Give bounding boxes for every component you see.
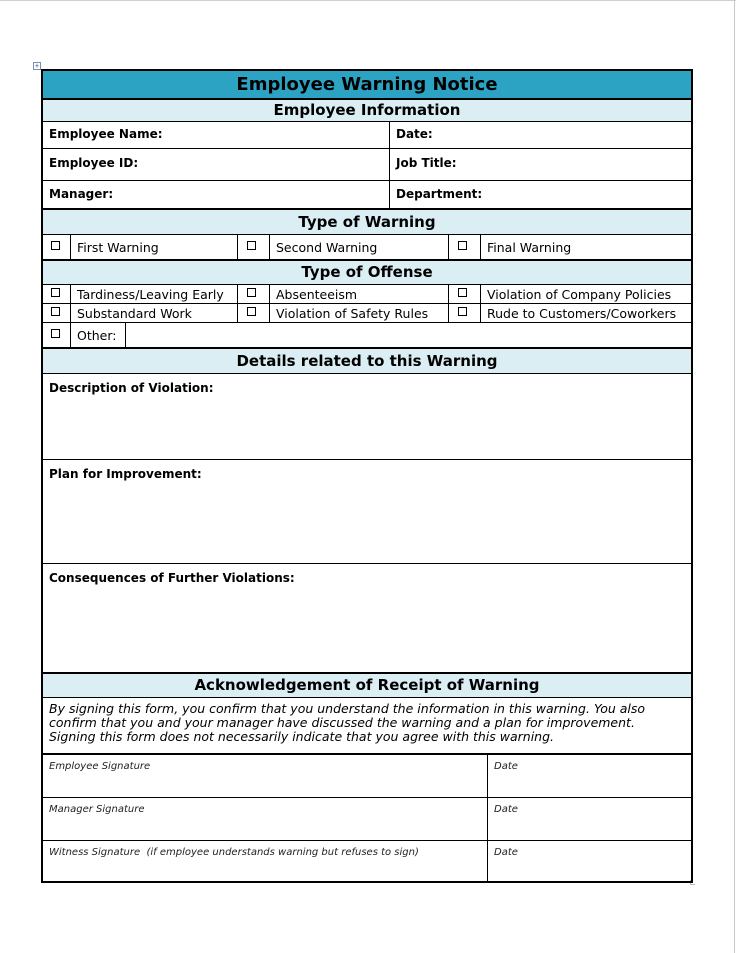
manager-signature-label: Manager Signature — [49, 804, 145, 815]
rude-checkbox-cell — [449, 304, 481, 322]
offense-row-2 — [43, 304, 691, 323]
manager-field[interactable] — [43, 181, 390, 208]
employee-id-row — [43, 149, 691, 181]
checkbox-icon[interactable] — [51, 241, 60, 250]
consequences-field[interactable] — [43, 564, 691, 674]
other-option — [71, 323, 126, 347]
warning-type-row — [43, 235, 691, 261]
employee-info-heading: Employee Information — [273, 101, 461, 119]
offense-other-row — [43, 323, 691, 349]
rude-option — [481, 304, 691, 322]
employee-id-field[interactable] — [43, 149, 390, 180]
employee-signature-date-label: Date — [494, 761, 518, 772]
employee-name-row — [43, 122, 691, 149]
other-label: Other: — [77, 328, 117, 343]
acknowledgement-heading: Acknowledgement of Receipt of Warning — [194, 676, 540, 694]
checkbox-icon[interactable] — [458, 288, 467, 297]
department-field[interactable] — [390, 181, 691, 208]
warning-type-heading-bar — [43, 210, 691, 235]
policy-violation-option — [481, 285, 691, 303]
consequences-label: Consequences of Further Violations: — [49, 571, 295, 585]
other-checkbox-cell — [43, 323, 71, 347]
employee-signature-label: Employee Signature — [49, 761, 151, 772]
manager-row — [43, 181, 691, 210]
tardiness-option — [71, 285, 238, 303]
page-edge — [0, 0, 736, 1]
manager-label: Manager: — [49, 187, 114, 201]
witness-signature-row — [43, 841, 691, 881]
substandard-option — [71, 304, 238, 322]
offense-type-heading: Type of Offense — [301, 263, 433, 281]
employee-signature-field[interactable] — [43, 755, 488, 797]
checkbox-icon[interactable] — [458, 241, 467, 250]
manager-signature-date-field[interactable] — [488, 798, 691, 840]
policy-violation-checkbox-cell — [449, 285, 481, 303]
acknowledgement-statement-row — [43, 698, 691, 755]
other-input[interactable] — [126, 323, 691, 347]
date-label: Date: — [396, 127, 433, 141]
form-title: Employee Warning Notice — [236, 74, 498, 95]
offense-row-1 — [43, 285, 691, 304]
offense-type-heading-bar — [43, 261, 691, 285]
safety-violation-label: Violation of Safety Rules — [276, 306, 429, 321]
description-field[interactable] — [43, 374, 691, 460]
policy-violation-label: Violation of Company Policies — [487, 287, 672, 302]
tardiness-checkbox-cell — [43, 285, 71, 303]
final-warning-option — [481, 235, 691, 259]
job-title-field[interactable] — [390, 149, 691, 180]
manager-signature-field[interactable] — [43, 798, 488, 840]
checkbox-icon[interactable] — [247, 241, 256, 250]
witness-signature-date-field[interactable] — [488, 841, 691, 881]
job-title-label: Job Title: — [396, 156, 457, 170]
details-heading: Details related to this Warning — [236, 352, 498, 370]
table-move-handle-icon[interactable]: + — [34, 62, 40, 70]
description-label: Description of Violation: — [49, 381, 214, 395]
employee-id-label: Employee ID: — [49, 156, 139, 170]
warning-notice-form — [41, 69, 693, 883]
employee-signature-date-field[interactable] — [488, 755, 691, 797]
safety-violation-option — [270, 304, 449, 322]
manager-signature-date-label: Date — [494, 804, 518, 815]
checkbox-icon[interactable] — [247, 307, 256, 316]
acknowledgement-heading-bar — [43, 674, 691, 698]
tardiness-label: Tardiness/Leaving Early — [77, 287, 224, 302]
witness-signature-label: Witness Signature (if employee understands warning but refuses to sign) — [49, 847, 419, 858]
date-field[interactable] — [390, 122, 691, 148]
safety-violation-checkbox-cell — [238, 304, 270, 322]
rude-label: Rude to Customers/Coworkers — [487, 306, 677, 321]
second-warning-checkbox-cell — [238, 235, 270, 259]
form-title-bar — [43, 71, 691, 100]
final-warning-label: Final Warning — [487, 240, 572, 255]
checkbox-icon[interactable] — [458, 307, 467, 316]
employee-signature-row — [43, 755, 691, 798]
employee-info-heading-bar — [43, 100, 691, 122]
manager-signature-row — [43, 798, 691, 841]
plan-field[interactable] — [43, 460, 691, 564]
plan-label: Plan for Improvement: — [49, 467, 202, 481]
substandard-label: Substandard Work — [77, 306, 192, 321]
absenteeism-checkbox-cell — [238, 285, 270, 303]
absenteeism-label: Absenteeism — [276, 287, 358, 302]
final-warning-checkbox-cell — [449, 235, 481, 259]
second-warning-label: Second Warning — [276, 240, 378, 255]
warning-type-heading: Type of Warning — [298, 213, 436, 231]
witness-signature-field[interactable] — [43, 841, 488, 881]
substandard-checkbox-cell — [43, 304, 71, 322]
checkbox-icon[interactable] — [51, 288, 60, 297]
details-heading-bar — [43, 349, 691, 374]
second-warning-option — [270, 235, 449, 259]
checkbox-icon[interactable] — [51, 307, 60, 316]
page-edge — [734, 0, 735, 953]
first-warning-label: First Warning — [77, 240, 159, 255]
acknowledgement-statement: By signing this form, you confirm that you understand the information in this warning. You also confirm that you and your manager have discussed the warning and a plan for improvement. Signing this form does not necessarily indicate that you agree with this warning. — [49, 701, 646, 744]
absenteeism-option — [270, 285, 449, 303]
checkbox-icon[interactable] — [247, 288, 256, 297]
witness-signature-date-label: Date — [494, 847, 518, 858]
first-warning-checkbox-cell — [43, 235, 71, 259]
checkbox-icon[interactable] — [51, 329, 60, 338]
department-label: Department: — [396, 187, 483, 201]
employee-name-field[interactable] — [43, 122, 390, 148]
first-warning-option — [71, 235, 238, 259]
employee-name-label: Employee Name: — [49, 127, 163, 141]
